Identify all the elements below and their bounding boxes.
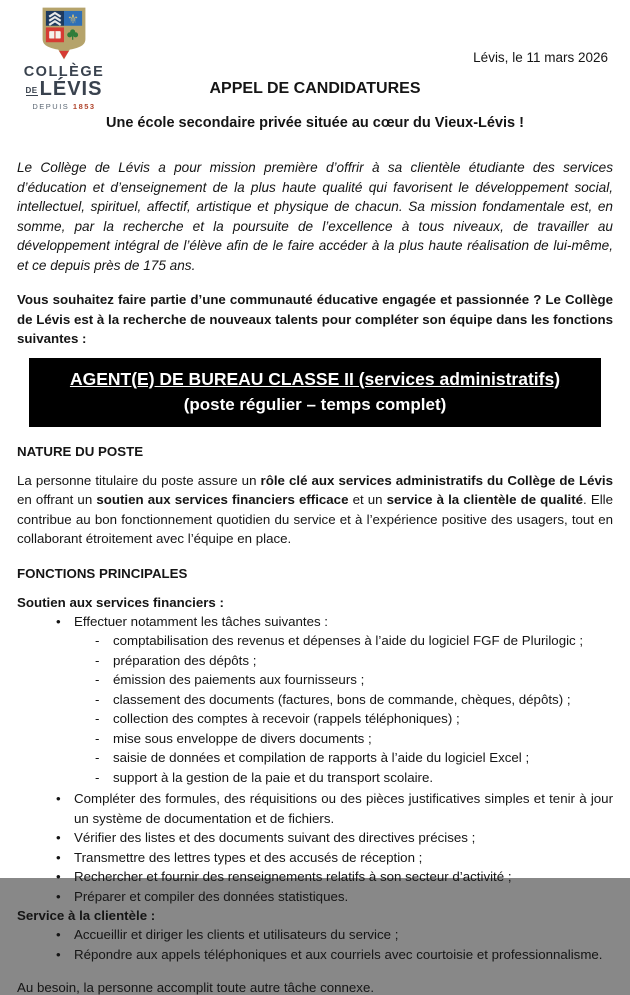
job-type: (poste régulier – temps complet) [183,394,447,414]
document-date: Lévis, le 11 mars 2026 [473,50,608,65]
section-heading-fonctions: FONCTIONS PRINCIPALES [17,565,188,581]
page-subtitle: Une école secondaire privée située au cœur du Vieux-Lévis ! [106,115,524,131]
logo-depuis-1853: DEPUIS 1853 [32,102,96,111]
section-heading-nature: NATURE DU POSTE [17,443,144,459]
list-item: - collection des comptes à recevoir (rappels téléphoniques) ; [93,709,613,729]
footer-note: Au besoin, la personne accomplit toute autre tâche connexe. [17,980,375,995]
mission-paragraph: Le Collège de Lévis a pour mission première d’offrir à sa clientèle étudiante des services d’éducation et d’enseignement de la plus haute qualité qui favorisent le développement social, intellectuel, spirituel, affectif, artistique et physique de chacun. Sa mission fondamentale est, en somme, par la recherche et la poursuite de l’excellence à tous niveaux, de travailler au développement intégral de l’élève afin de le faire accéder à la plus haute réalisation de lui-même, et ce depuis près de 175 ans. [17,160,613,273]
invitation-paragraph: Vous souhaitez faire partie d’une communauté éducative engagée et passionnée ? Le Collège de Lévis est à la recherche de nouveaux talents pour compléter son équipe dans les fonctions suivantes : [17,292,613,346]
list-item: - mise sous enveloppe de divers documents ; [93,729,613,749]
list-item: - émission des paiements aux fournisseurs ; [93,670,613,690]
logo-word-college: COLLÈGE [23,64,105,80]
page-title: APPEL DE CANDIDATURES [209,80,421,97]
financial-task-list [17,631,613,787]
logo-word-de-levis: DE LÉVIS [25,78,103,100]
list-item: - support à la gestion de la paie et du transport scolaire. [93,768,613,788]
nature-paragraph: La personne titulaire du poste assure un rôle clé aux services administratifs du Collège de Lévis en offrant un soutien aux services financiers efficace et un service à la clientèle de qualité. Elle contribue au bon fonctionnement quotidien du service et à l’expérience positive des usagers, tout en collaborant étroitement avec l’équipe en place. [17,472,614,546]
list-item: • Accueillir et diriger les clients et utilisateurs du service ; [55,925,613,945]
list-item: • Préparer et compiler des données statistiques. [55,887,613,907]
svg-text:⚜: ⚜ [67,12,79,28]
list-item: - préparation des dépôts ; [93,651,613,671]
subheading-service-clientele: Service à la clientèle : [17,908,156,923]
financial-bullet-list [17,612,613,632]
list-item: • Effectuer notamment les tâches suivantes : [55,612,613,632]
job-title-banner [29,358,601,427]
subheading-soutien-financier: Soutien aux services financiers : [17,594,224,610]
list-item: • Compléter des formules, des réquisitions ou des pièces justificatives simples et tenir à jour un système de documentation et de fichiers. [55,789,613,828]
list-item: • Transmettre des lettres types et des accusés de réception ; [55,848,613,868]
list-item: - saisie de données et compilation de rapports à l’aide du logiciel Excel ; [93,748,613,768]
list-item: • Répondre aux appels téléphoniques et aux courriels avec courtoisie et professionnalisme. [55,945,613,965]
list-item: - classement des documents (factures, bons de commande, chèques, dépôts) ; [93,690,613,710]
list-item: • Vérifier des listes et des documents suivant des directives précises ; [55,828,613,848]
college-crest-icon [20,6,108,62]
customer-bullet-list [17,925,613,964]
job-title: AGENT(E) DE BUREAU CLASSE II (services administratifs) [69,368,561,389]
list-item: • Rechercher et fournir des renseignements relatifs à son secteur d’activité ; [55,867,613,887]
general-bullet-list [17,789,613,906]
list-item: - comptabilisation des revenus et dépenses à l’aide du logiciel FGF de Plurilogic ; [93,631,613,651]
college-levis-logo [20,6,108,111]
